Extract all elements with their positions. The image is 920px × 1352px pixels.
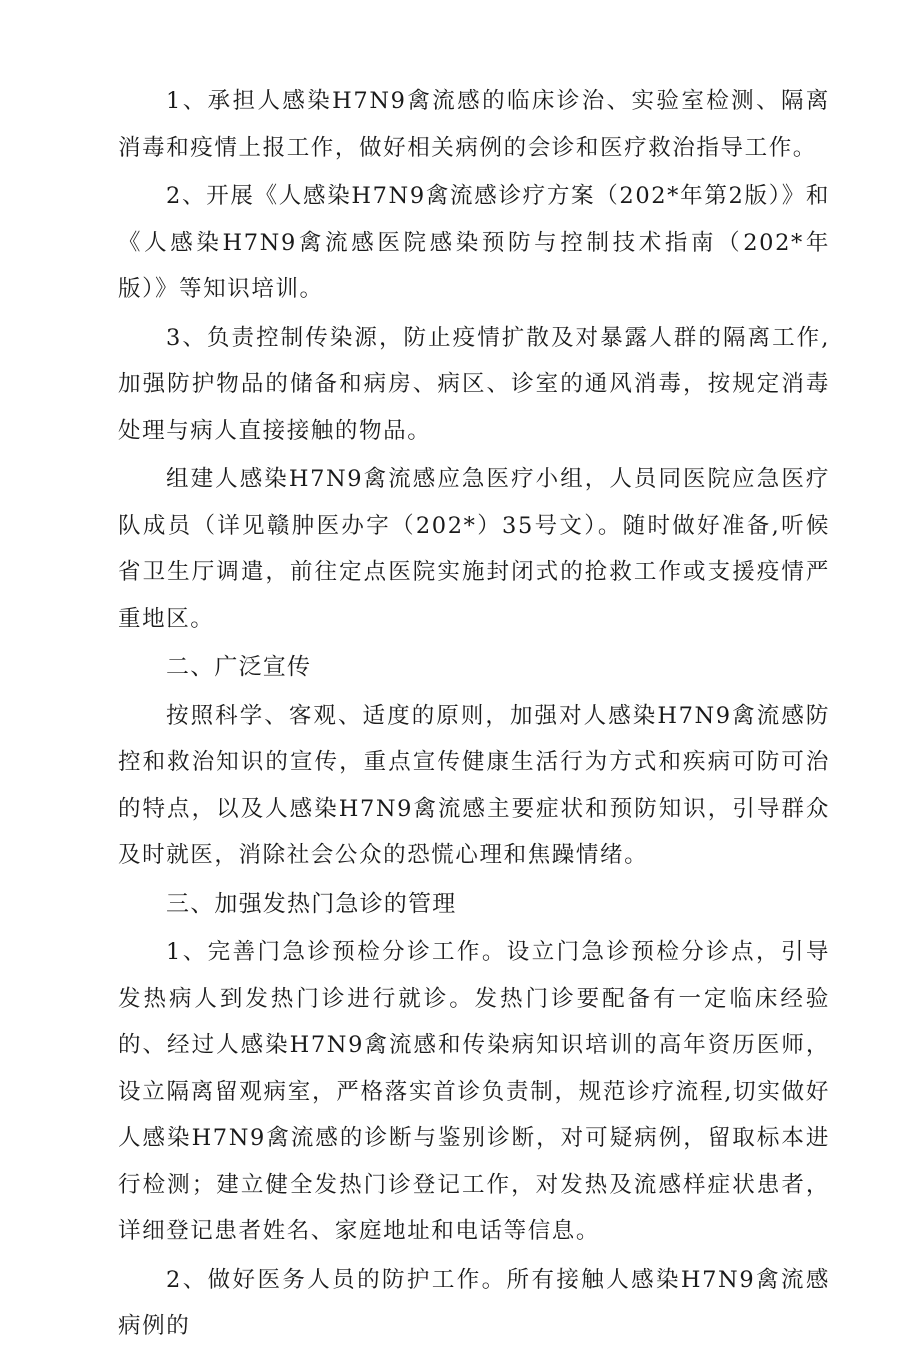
paragraph-publicity: 按照科学、客观、适度的原则，加强对人感染H7N9禽流感防控和救治知识的宣传，重点宣传健康生活行为方式和疾病可防可治的特点，以及人感染H7N9禽流感主要症状和预防知识，引导群众及时就医，消除社会公众的恐慌心理和焦躁情绪。 — [118, 702, 830, 868]
paragraph-duty-3: 3、负责控制传染源，防止疫情扩散及对暴露人群的隔离工作,加强防护物品的储备和病房、病区、诊室的通风消毒，按规定消毒处理与病人直接接触的物品。 — [118, 324, 830, 444]
section-heading-fever-clinic: 三、加强发热门急诊的管理 — [166, 890, 457, 917]
paragraph-duty-2: 2、开展《人感染H7N9禽流感诊疗方案（202*年第2版）》和《人感染H7N9禽流感医院感染预防与控制技术指南（202*年版）》等知识培训。 — [118, 183, 830, 302]
paragraph-staff-protection: 2、做好医务人员的防护工作。所有接触人感染H7N9禽流感病例的 — [118, 1266, 830, 1339]
paragraph-triage: 1、完善门急诊预检分诊工作。设立门急诊预检分诊点，引导发热病人到发热门诊进行就诊。发热门诊要配备有一定临床经验的、经过人感染H7N9禽流感和传染病知识培训的高年资历医师，设立隔离留观病室，严格落实首诊负责制，规范诊疗流程,切实做好人感染H7N9禽流感的诊断与鉴别诊断，对可疑病例，留取标本进行检测；建立健全发热门诊登记工作，对发热及流感样症状患者，详细登记患者姓名、家庭地址和电话等信息。 — [118, 939, 830, 1244]
document-body — [118, 78, 830, 1352]
section-heading-publicity: 二、广泛宣传 — [166, 654, 312, 680]
paragraph-medical-team: 组建人感染H7N9禽流感应急医疗小组，人员同医院应急医疗队成员（详见赣肿医办字（202*）35号文）。随时做好准备,听候省卫生厅调遣，前往定点医院实施封闭式的抢救工作或支援疫情严重地区。 — [118, 466, 830, 632]
paragraph-duty-1: 1、承担人感染H7N9禽流感的临床诊治、实验室检测、隔离消毒和疫情上报工作，做好相关病例的会诊和医疗救治指导工作。 — [118, 88, 830, 161]
